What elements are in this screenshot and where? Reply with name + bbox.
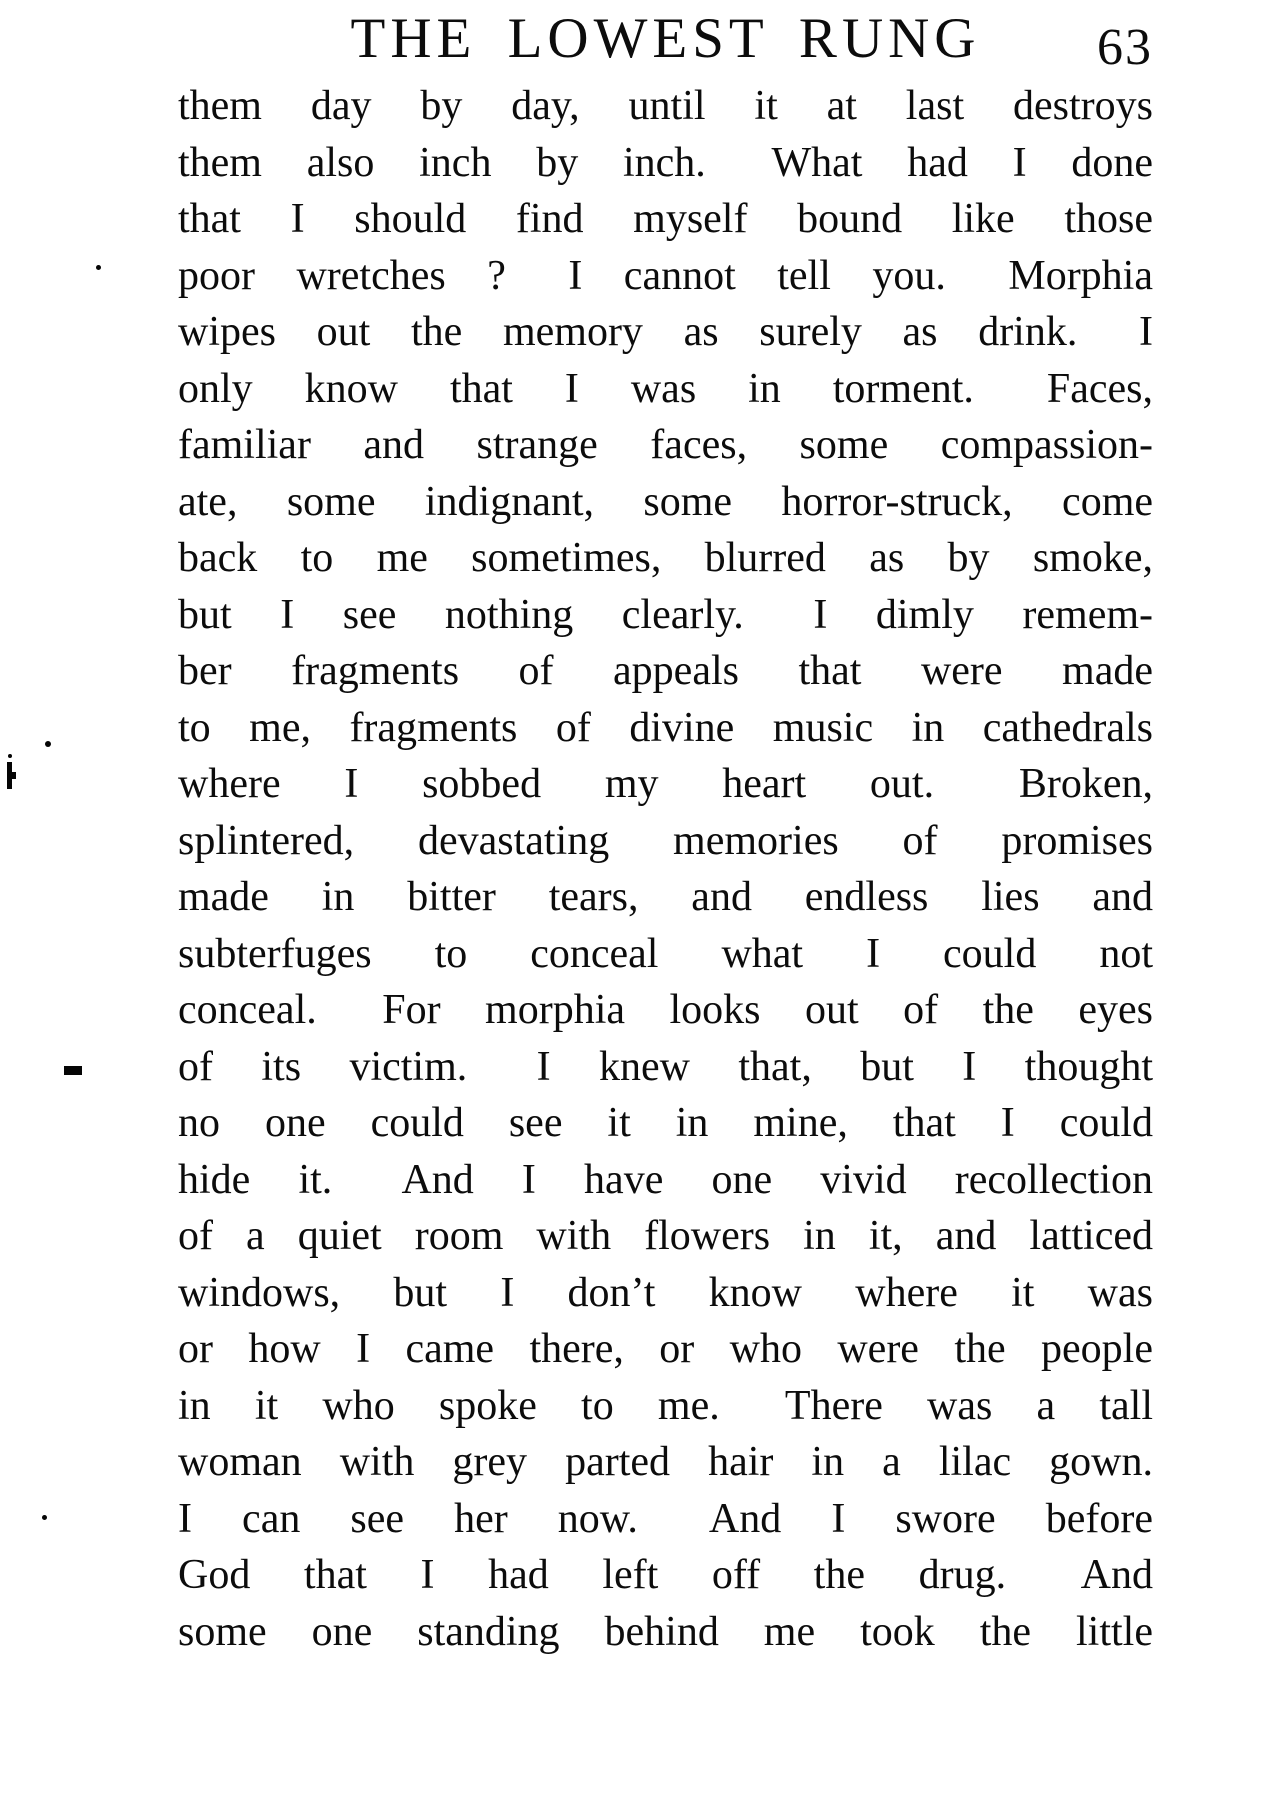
running-title: THE LOWEST RUNG — [350, 7, 981, 70]
text-line: ber fragments of appeals that were made — [178, 648, 1153, 694]
text-line: God that I had left off the drug. And — [178, 1552, 1153, 1598]
text-line: hide it. And I have one vivid recollection — [178, 1156, 1153, 1203]
ink-speck — [12, 772, 16, 779]
text-line: of its victim. I knew that, but I thought — [178, 1043, 1153, 1090]
text-line: I can see her now. And I swore before — [178, 1495, 1153, 1542]
text-line: woman with grey parted hair in a lilac gown. — [178, 1439, 1153, 1485]
ink-speck — [7, 762, 12, 789]
text-line: made in bitter tears, and endless lies and — [178, 874, 1153, 920]
text-line: splintered, devastating memories of promises — [178, 817, 1153, 864]
text-line: conceal. For morphia looks out of the eyes — [178, 987, 1153, 1033]
text-line: them also inch by inch. What had I done — [178, 139, 1153, 186]
page-number: 63 — [1097, 19, 1153, 76]
text-line: in it who spoke to me. There was a tall — [178, 1382, 1153, 1429]
page-header — [178, 6, 1153, 76]
text-line: to me, fragments of divine music in cathedrals — [178, 704, 1153, 751]
text-line: wipes out the memory as surely as drink. I — [178, 309, 1153, 355]
text-line: only know that I was in torment. Faces, — [178, 365, 1153, 412]
ink-speck — [64, 1066, 82, 1075]
ink-speck — [45, 741, 51, 747]
text-line: that I should find myself bound like those — [178, 196, 1153, 242]
text-line: familiar and strange faces, some compassion- — [178, 422, 1153, 468]
ink-speck — [8, 754, 12, 758]
text-line: back to me sometimes, blurred as by smoke, — [178, 535, 1153, 581]
body-text — [178, 78, 1153, 1660]
text-line: subterfuges to conceal what I could not — [178, 930, 1153, 977]
text-line: of a quiet room with flowers in it, and latticed — [178, 1213, 1153, 1259]
text-line: ate, some indignant, some horror-struck, come — [178, 478, 1153, 525]
ink-speck — [96, 265, 101, 270]
text-line: or how I came there, or who were the people — [178, 1326, 1153, 1372]
text-line: where I sobbed my heart out. Broken, — [178, 761, 1153, 807]
text-line: poor wretches ? I cannot tell you. Morphia — [178, 252, 1153, 299]
text-line: no one could see it in mine, that I could — [178, 1100, 1153, 1146]
text-line: them day by day, until it at last destroys — [178, 83, 1153, 129]
text-line: some one standing behind me took the little — [178, 1608, 1153, 1655]
text-line: windows, but I don’t know where it was — [178, 1269, 1153, 1316]
ink-speck — [42, 1515, 47, 1520]
text-line: but I see nothing clearly. I dimly remem- — [178, 591, 1153, 638]
